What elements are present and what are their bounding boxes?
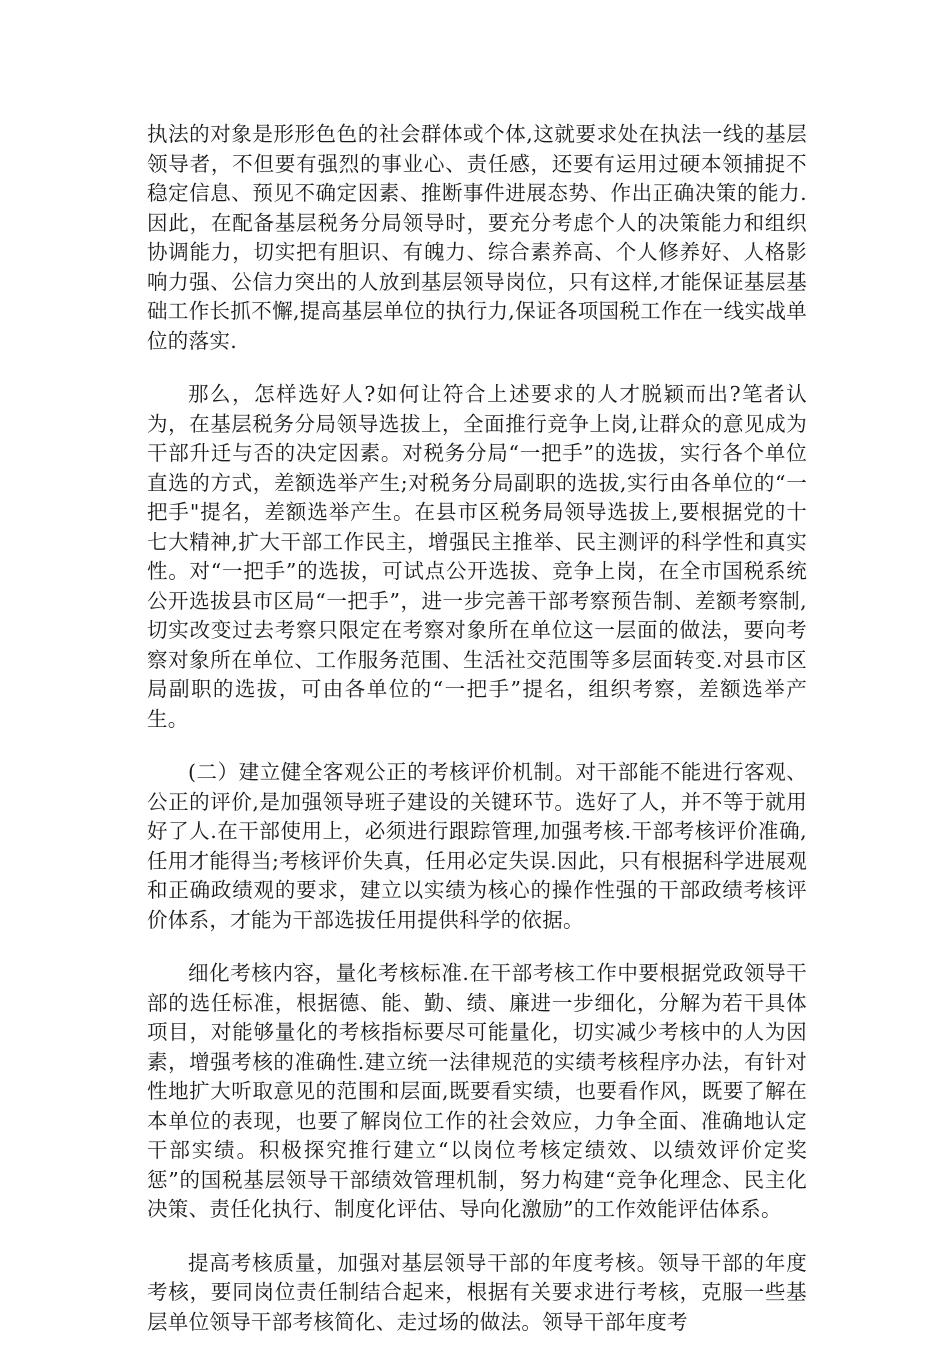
paragraph-2: 那么，怎样选好人?如何让符合上述要求的人才脱颖而出?笔者认为，在基层税务分局领导选拔上，全面推行竞争上岗,让群众的意见成为干部升迁与否的决定因素。对税务分局“一把手”的选拔，实行各个单位直选的方式，差额选举产生;对税务分局副职的选拔,实行由各单位的“一把手"提名，差额选举产生。在县市区税务局领导选拔上,要根据党的十七大精神,扩大干部工作民主，增强民主推举、民主测评的科学性和真实性。对“一把手”的选拔，可试点公开选拔、竞争上岗，在全市国税系统公开选拔县市区局“一把手”，进一步完善干部考察预告制、差额考察制,切实改变过去考察只限定在考察对象所在单位这一层面的做法，要向考察对象所在单位、工作服务范围、生活社交范围等多层面转变.对县市区局副职的选拔，可由各单位的“一把手”提名，组织考察，差额选举产生。: [147, 382, 807, 731]
paragraph-3: (二）建立健全客观公正的考核评价机制。对干部能不能进行客观、公正的评价,是加强领导班子建设的关键环节。选好了人，并不等于就用好了人.在干部使用上，必须进行跟踪管理,加强考核.干部考核评价准确,任用才能得当;考核评价失真，任用必定失误.因此，只有根据科学进展观和正确政绩观的要求，建立以实绩为核心的操作性强的干部政绩考核评价体系，才能为干部选拔任用提供科学的依据。: [147, 760, 807, 932]
paragraph-4: 细化考核内容，量化考核标准.在干部考核工作中要根据党政领导干部的选任标准，根据德、能、勤、绩、廉进一步细化，分解为若干具体项目，对能够量化的考核指标要尽可能量化，切实减少考核中的人为因素，增强考核的准确性.建立统一法律规范的实绩考核程序办法，有针对性地扩大听取意见的范围和层面,既要看实绩，也要看作风，既要了解在本单位的表现，也要了解岗位工作的社会效应，力争全面、准确地认定干部实绩。积极探究推行建立“以岗位考核定绩效、以绩效评价定奖惩”的国税基层领导干部绩效管理机制，努力构建“竞争化理念、民主化决策、责任化执行、制度化评估、导向化激励”的工作效能评估体系。: [147, 961, 807, 1221]
paragraph-1: 执法的对象是形形色色的社会群体或个体,这就要求处在执法一线的基层领导者，不但要有强烈的事业心、责任感，还要有运用过硬本领捕捉不稳定信息、预见不确定因素、推断事件进展态势、作出正确决策的能力.因此，在配备基层税务分局领导时，要充分考虑个人的决策能力和组织协调能力，切实把有胆识、有魄力、综合素养高、个人修养好、人格影响力强、公信力突出的人放到基层领导岗位，只有这样,才能保证基层基础工作长抓不懈,提高基层单位的执行力,保证各项国税工作在一线实战单位的落实.: [147, 122, 807, 353]
document-body: [147, 120, 807, 1361]
paragraph-5: 提高考核质量，加强对基层领导干部的年度考核。领导干部的年度考核，要同岗位责任制结合起来，根据有关要求进行考核，克服一些基层单位领导干部考核简化、走过场的做法。领导干部年度考: [147, 1250, 807, 1334]
